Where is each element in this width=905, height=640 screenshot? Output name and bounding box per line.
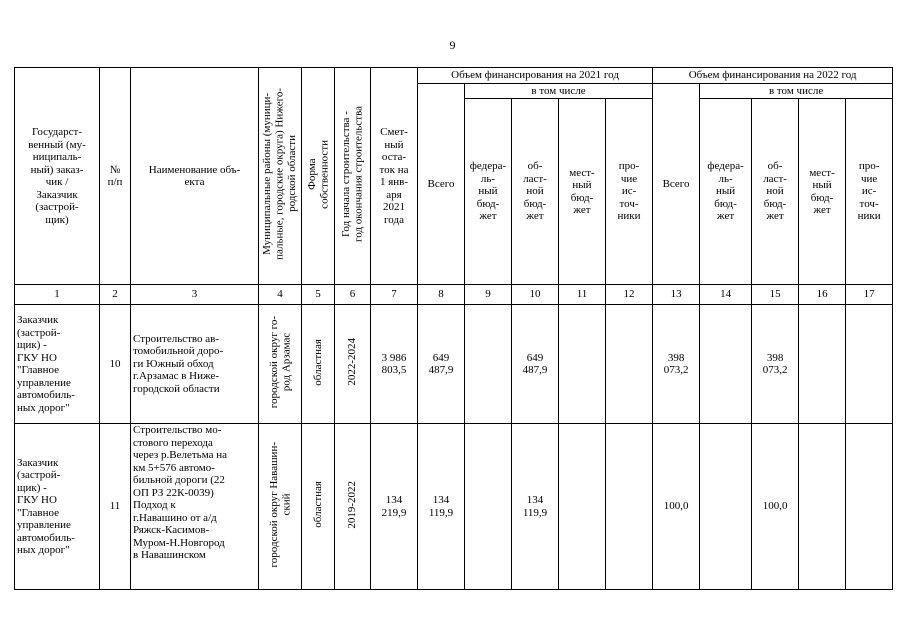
row-federal-2022 [700,424,752,590]
row-local-2021 [559,424,606,590]
row-district: городской округ го- род Арзамас [259,305,302,424]
row-local-2022 [799,424,846,590]
header-regional-2022: об- ласт- ной бюд- жет [752,99,799,285]
row-customer: Заказчик (застрой- щик) - ГКУ НО "Главное управление автомобиль- ных дорог" [15,424,100,590]
column-number: 4 [259,285,302,305]
column-number: 11 [559,285,606,305]
row-total-2021: 649 487,9 [418,305,465,424]
row-regional-2021: 134 119,9 [512,424,559,590]
header-including-2022: в том числе [700,84,893,99]
header-district: Муниципальные районы (муници- пальные, городские округа) Нижего- родской области [259,68,302,285]
row-total-2021: 134 119,9 [418,424,465,590]
column-number: 8 [418,285,465,305]
column-number: 3 [131,285,259,305]
page-number: 9 [449,38,456,52]
row-total-2022: 398 073,2 [653,305,700,424]
header-other-2021: про- чие ис- точ- ники [606,99,653,285]
header-years: Год начала строительства - год окончания строительства [335,68,371,285]
row-years: 2022-2024 [335,305,371,424]
header-federal-2022: федера- ль- ный бюд- жет [700,99,752,285]
row-num: 11 [100,424,131,590]
header-local-2021: мест- ный бюд- жет [559,99,606,285]
row-years: 2019-2022 [335,424,371,590]
column-number: 14 [700,285,752,305]
header-fin-2021: Объем финансирования на 2021 год [418,68,653,84]
column-number: 5 [302,285,335,305]
column-number: 10 [512,285,559,305]
column-numbers-row [15,285,893,305]
header-remaining: Смет- ный оста- ток на 1 янв- аря 2021 года [371,68,418,285]
row-ownership: областная [302,424,335,590]
header-local-2022: мест- ный бюд- жет [799,99,846,285]
row-regional-2021: 649 487,9 [512,305,559,424]
row-regional-2022: 398 073,2 [752,305,799,424]
row-federal-2021 [465,424,512,590]
header-regional-2021: об- ласт- ной бюд- жет [512,99,559,285]
header-other-2022: про- чие ис- точ- ники [846,99,893,285]
header-row-1 [15,68,893,84]
row-customer: Заказчик (застрой- щик) - ГКУ НО "Главное управление автомобиль- ных дорог" [15,305,100,424]
column-number: 2 [100,285,131,305]
header-total-2021: Всего [418,84,465,285]
row-other-2022 [846,305,893,424]
financing-table [14,67,893,590]
header-object-name: Наименование объ- екта [131,68,259,285]
header-fin-2022: Объем финансирования на 2022 год [653,68,893,84]
row-federal-2021 [465,305,512,424]
row-other-2022 [846,424,893,590]
row-remaining: 3 986 803,5 [371,305,418,424]
column-number: 17 [846,285,893,305]
header-num: № п/п [100,68,131,285]
row-federal-2022 [700,305,752,424]
table-row [15,305,893,424]
row-local-2021 [559,305,606,424]
row-ownership: областная [302,305,335,424]
column-number: 13 [653,285,700,305]
column-number: 6 [335,285,371,305]
row-district: городской округ Навашин- ский [259,424,302,590]
row-object-name: Строительство мо- стового перехода через р.Велетьма на км 5+576 автомо- бильной дороги (22 ОП РЗ 22К-0039) Подход к г.Навашино от а/д Ряжск-Касимов- Муром-Н.Новгород в Навашинском [131,424,259,590]
column-number: 12 [606,285,653,305]
header-total-2022: Всего [653,84,700,285]
row-total-2022: 100,0 [653,424,700,590]
column-number: 16 [799,285,846,305]
row-other-2021 [606,305,653,424]
column-number: 1 [15,285,100,305]
table-row [15,424,893,590]
row-num: 10 [100,305,131,424]
column-number: 15 [752,285,799,305]
header-customer: Государст- венный (му- ниципаль- ный) заказ- чик / Заказчик (застрой- щик) [15,68,100,285]
column-number: 9 [465,285,512,305]
header-federal-2021: федера- ль- ный бюд- жет [465,99,512,285]
column-number: 7 [371,285,418,305]
row-local-2022 [799,305,846,424]
row-remaining: 134 219,9 [371,424,418,590]
header-including-2021: в том числе [465,84,653,99]
row-other-2021 [606,424,653,590]
header-ownership: Форма собственности [302,68,335,285]
row-regional-2022: 100,0 [752,424,799,590]
row-object-name: Строительство ав- томобильной доро- ги Южный обход г.Арзамас в Ниже- городской области [131,305,259,424]
